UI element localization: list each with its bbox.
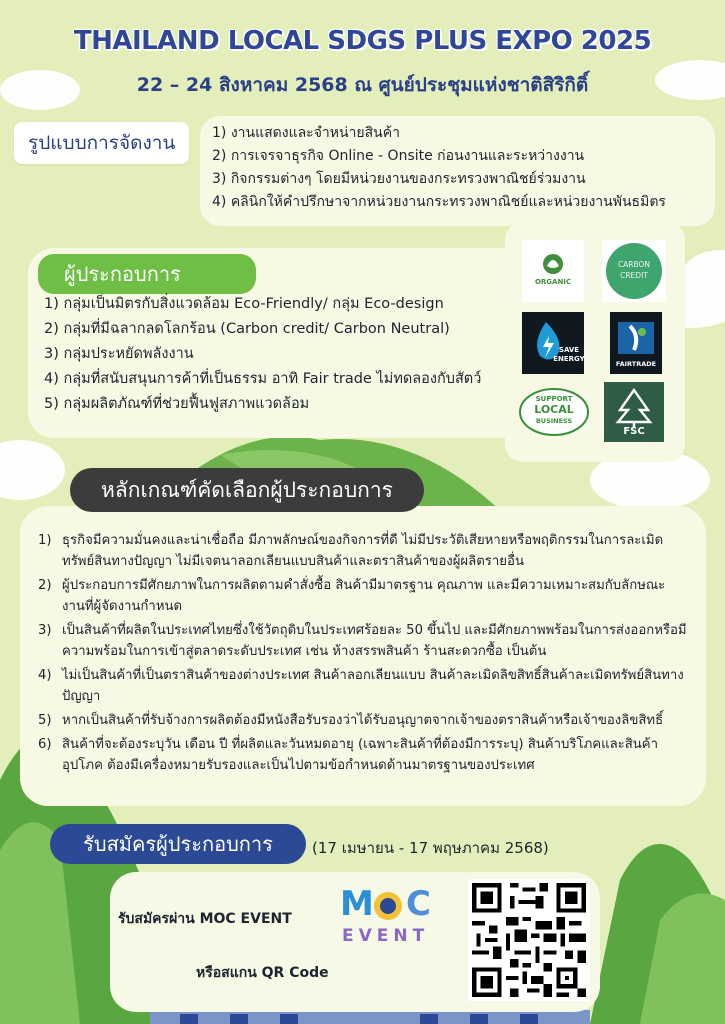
- operators-heading: ผู้ประกอบการ: [38, 254, 256, 294]
- leaf-icon: [522, 240, 584, 302]
- event-date-venue: 22 – 24 สิงหาคม 2568 ณ ศูนย์ประชุมแห่งชาติสิริกิติ์: [136, 74, 589, 96]
- qr-code[interactable]: [468, 879, 590, 1001]
- operator-item: 5) กลุ่มผลิตภัณฑ์ที่ช่วยฟื้นฟูสภาพแวดล้อม: [44, 396, 310, 412]
- save-label-1: SAVE: [558, 346, 580, 354]
- format-item: 3) กิจกรรมต่างๆ โดยมีหน่วยงานของกระทรวงพาณิชย์ร่วมงาน: [212, 171, 586, 187]
- moc-event-word: EVENT: [342, 926, 430, 946]
- qr-code-image: [468, 879, 590, 1001]
- criteria-item: 4) ไม่เป็นสินค้าที่เป็นตราสินค้าของต่างประเทศ สินค้าลอกเลียนแบบ สินค้าละเมิดลิขสิทธิ์สินค้าละเมิดทรัพย์สินทางปัญญา: [38, 668, 684, 704]
- fsc-logo: [604, 382, 664, 442]
- moc-c: C: [406, 884, 431, 924]
- fairtrade-label: FAIRTRADE: [615, 360, 657, 368]
- criteria-item: 1) ธุรกิจมีความมั่นคงและน่าเชื่อถือ มีภาพลักษณ์ของกิจการที่ดี ไม่มีประวัติเสียหายหรือพฤติกรรมในการละเมิดทรัพย์สินทางปัญญา ไม่มีเจตนาลอกเลียนแบบสินค้าและตราสินค้าของผู้ผลิตรายอื่น: [38, 533, 664, 569]
- fsc-label: FSC: [623, 426, 645, 437]
- carbon-label-1: CARBON: [617, 260, 651, 269]
- event-title: THAILAND LOCAL SDGS PLUS EXPO 2025: [73, 26, 652, 56]
- local-label-3: BUSINESS: [535, 417, 573, 425]
- moc-event-logo[interactable]: [340, 884, 450, 950]
- carbon-credit-logo: [602, 240, 666, 302]
- criteria-list: [38, 530, 688, 779]
- local-label-2: LOCAL: [534, 403, 574, 416]
- fairtrade-logo: [610, 312, 662, 374]
- criteria-item: 6) สินค้าที่จะต้องระบุวัน เดือน ปี ที่ผลิตและวันหมดอายุ (เฉพาะสินค้าที่ต้องมีการระบุ) สินค้าบริโภคและสินค้าอุปโภค ต้องมีเครื่องหมายรับรองและเป็นไปตามข้อกำหนดด้านมาตรฐานของประเทศ: [38, 737, 659, 773]
- format-item: 1) งานแสดงและจำหน่ายสินค้า: [212, 125, 400, 141]
- local-label-1: SUPPORT: [535, 395, 573, 403]
- save-label-2: ENERGY: [553, 355, 585, 363]
- organic-logo: [522, 240, 584, 302]
- operator-item: 1) กลุ่มเป็นมิตรกับสิ่งแวดล้อม Eco-Friendly/ กลุ่ม Eco-design: [44, 296, 444, 312]
- moc-m: M: [340, 884, 374, 924]
- qr-label: หรือสแกน QR Code: [196, 965, 329, 981]
- criteria-item: 5) หากเป็นสินค้าที่รับจ้างการผลิตต้องมีหนังสือรับรองว่าได้รับอนุญาตจากเจ้าของตราสินค้าหรือเจ้าของลิขสิทธิ์: [38, 713, 664, 728]
- support-local-logo: [518, 386, 590, 438]
- moc-seal-icon: [372, 890, 404, 922]
- format-item: 2) การเจรจาธุรกิจ Online - Onsite ก่อนงานและระหว่างงาน: [212, 148, 585, 164]
- criteria-heading: หลักเกณฑ์คัดเลือกผู้ประกอบการ: [70, 468, 424, 512]
- format-heading: รูปแบบการจัดงาน: [14, 122, 189, 164]
- operator-item: 2) กลุ่มที่มีฉลากลดโลกร้อน (Carbon credit/ Carbon Neutral): [44, 321, 450, 337]
- format-item: 4) คลินิกให้คำปรึกษาจากหน่วยงานกระทรวงพาณิชย์และหน่วยงานพันธมิตร: [212, 194, 666, 210]
- carbon-label-2: CREDIT: [620, 271, 648, 280]
- register-period: (17 เมษายน - 17 พฤษภาคม 2568): [312, 839, 549, 857]
- register-heading: รับสมัครผู้ประกอบการ: [50, 824, 306, 864]
- format-list: [212, 122, 666, 214]
- moc-event-label: รับสมัครผ่าน MOC EVENT: [118, 911, 292, 927]
- save-energy-logo: [522, 312, 584, 374]
- operator-item: 3) กลุ่มประหยัดพลังงาน: [44, 346, 194, 362]
- organic-label: ORGANIC: [534, 278, 572, 286]
- operators-list: [44, 292, 481, 417]
- criteria-item: 2) ผู้ประกอบการมีศักยภาพในการผลิตตามคำสั่งซื้อ สินค้ามีมาตรฐาน คุณภาพ และมีความเหมาะสมกับลักษณะงานที่ผู้จัดงานกำหนด: [38, 578, 666, 614]
- operator-item: 4) กลุ่มที่สนับสนุนการค้าที่เป็นธรรม อาทิ Fair trade ไม่ทดลองกับสัตว์: [44, 371, 482, 387]
- criteria-item: 3) เป็นสินค้าที่ผลิตในประเทศไทยซึ่งใช้วัตถุดิบในประเทศร้อยละ 50 ขึ้นไป และมีศักยภาพพร้อมในการส่งออกหรือมีความพร้อมในการเข้าสู่ตลาดระดับประเทศ เช่น ห้างสรรพสินค้า ร้านสะดวกซื้อ เป็นต้น: [38, 623, 687, 659]
